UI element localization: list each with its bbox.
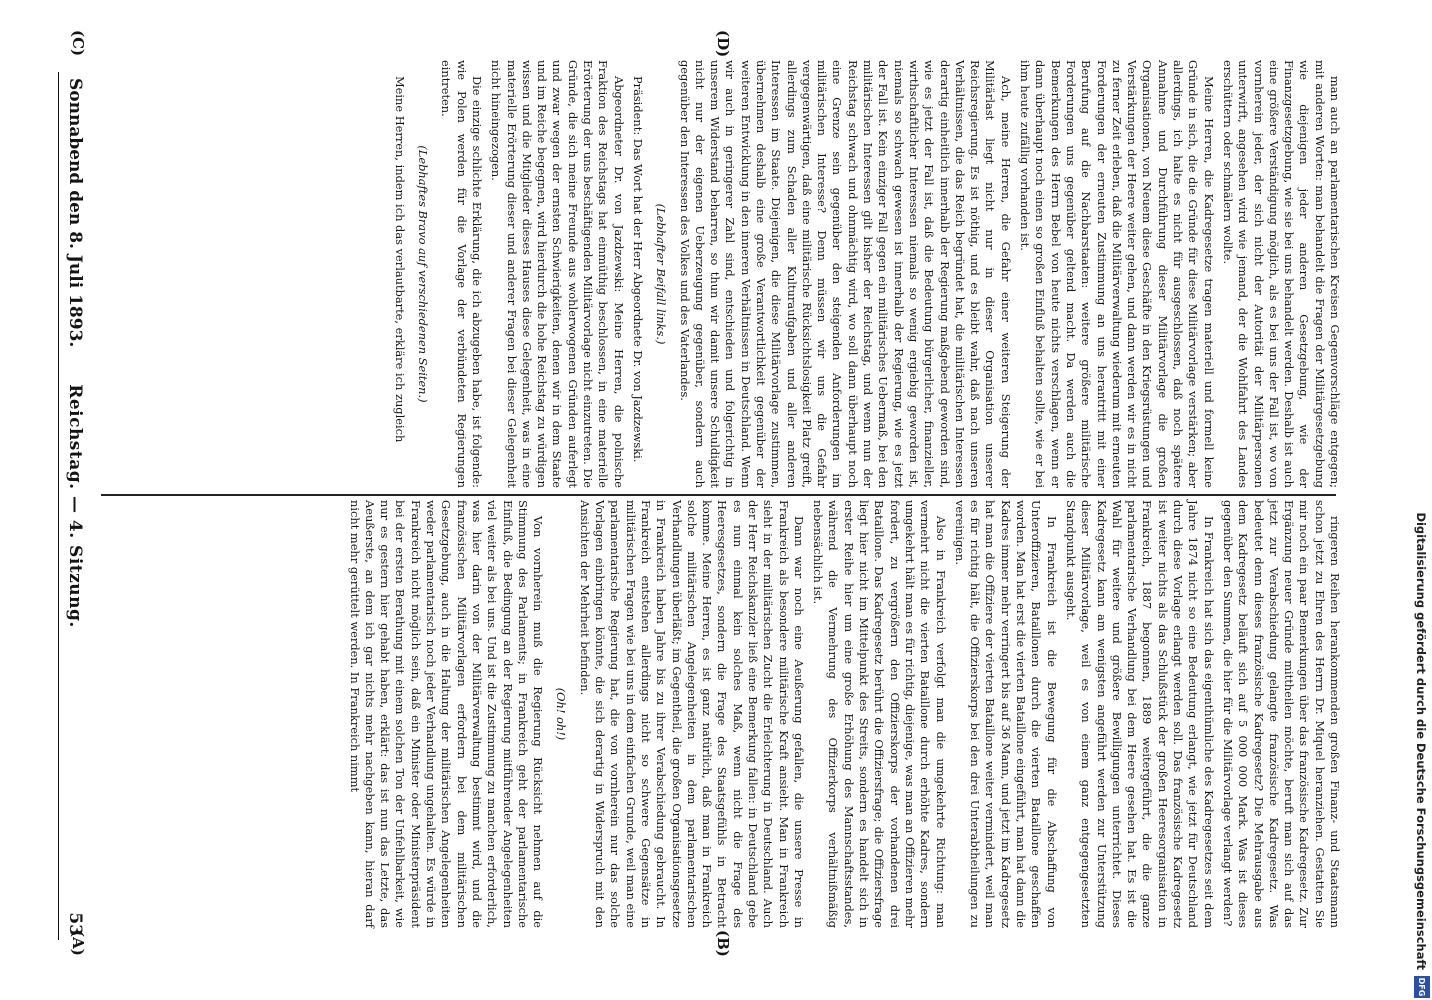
paragraph: (Oh! oh!) <box>554 687 569 741</box>
header-title: Reichstag. — 4. Sitzung. <box>65 384 85 628</box>
right-column <box>97 60 1342 488</box>
paragraph: Präsident: Das Wort hat der Herr Abgeordnete Dr. von Jazdzewski. <box>630 76 645 463</box>
left-column <box>97 500 1342 928</box>
column-divider <box>101 494 1336 496</box>
paragraph: man auch an parlamentarischen Kreisen Gegenvorschläge entgegen; mit anderen Worten: man behandelt die Fragen der Militärgesetzgebung wie diejenigen jeder anderen Gesetzgebung, wie der Finanzgesetzgebung, wie sie bei uns behandelt werden. Deshalb ist auch eine größere Verständigung möglich, als es bei uns der Fall ist, wo von vornherein jeder, der sich nicht der Autorität der Militärpersonen unterwirft, angesehen wird wie jemand, der die Wohlfahrt des Landes erschüttern oder schmälern wollte. <box>1220 60 1342 488</box>
page-footer <box>1402 40 1432 1000</box>
margin-letter-d: (D) <box>714 30 732 58</box>
paragraph: Die einzige schlichte Erklärung, die ich abzugeben habe, ist folgende: wie Polen werden für die Vorlage der verbündeten Regierungen eintreten. <box>439 60 484 488</box>
header-date: Sonnabend den 8. Juli 1893. <box>65 78 85 348</box>
page-number: 53 <box>65 912 85 936</box>
paragraph: In Frankreich hat sich das eigenthümliche des Kadregesetzes seit dem Jahre 1874 nicht so eine Bedeutung erlangt, wie jetzt für Deutschland durch diese Vorlage erlangt werden soll. Das französische Kadregesetz ist weiter nichts als das Schlußstück der großen Heeresorganisation in Frankreich, 1887 begonnen, 1889 weitergeführt, die die ganze parlamentarische Verhandlung bei dem Heere gesehen hat. Es ist die Wahl für weitere und größere Bewilligungen unterrichtet. Dieses Kadregesetz kann am wenigsten angeführt werden zur Unterstützung dieser Militärvorlage, weil es von einem ganz entgegengesetzten Standpunkt ausgeht. <box>1063 500 1216 928</box>
paragraph: Also in Frankreich verfolgt man die umgekehrte Richtung: man vermehrt nicht die vierten Bataillone durch erhöhte Kadres, sondern umgekehrt hält man es für richtig, diejenige, was man an Offizieren mehr fordert, zu vergrößern den Offizierskorps der vorhandenen drei Bataillone. Das Kadregesetz berührt die Offiziersfrage; die Offiziersfrage liegt hier nicht im Mittelpunkt des Streits, sondern es handelt sich in erster Reihe hier um eine große Erhöhung des Mannschaftsstandes, während die Vermehrung des Offizierkorps verhältnißmäßig nebensächlich ist. <box>811 500 948 928</box>
paragraph: In Frankreich ist die Bewegung für die Abschaffung von Unteroffizieren, Bataillonen durch die vierten Bataillone geschaffen worden. Man hat erst die vierten Bataillone eingeführt, man hat dann die Kadres immer mehr verringert bis auf 36 Mann, und jetzt im Kadregesetz hat man die Offiziere der vierten Bataillone weiter vermindert, weil man es für richtig hält, die Offizierskorps bei den drei Unterabtheilungen zu vereinigen. <box>952 500 1059 928</box>
margin-letter-c: (C) <box>69 30 87 57</box>
paragraph: ringeren Reihen herankommenden großen Finanz- und Staatsmann schon jetzt zu Ehren des Herrn Dr. Miquel heranziehen. Gestatten Sie mir noch ein paar Bemerkungen über das französische Kadregesetz. Zur Ergänzung neuer Gründe mittheilen möchte, beruft man sich auf das jetzt zur Verabschiedung gelangte französische Kadregesetz. Was bedeutet denn dieses französische Kadregesetz? Die Mehrausgabe aus dem Kadregesetz beläuft sich auf 5 000 000 Mark. Was ist dieses gegenüber den Summen, die hier für die Militärvorlage verlangt werden? <box>1220 500 1342 928</box>
paragraph: (Lebhaftes Bravo auf verschiedenen Seiten.) <box>416 145 431 403</box>
page-header <box>58 72 87 940</box>
paragraph: (Lebhafter Beifall links.) <box>654 203 669 345</box>
paragraph: Dann war noch eine Aeußerung gefallen, die unsere Presse in Frankreich als besondere militärische Kraft ansieht. Man in Frankreich sieht in der militärischen Zucht die Erleichterung in Deutschland. Auch der Herr Reichskanzler ließ eine Bemerkung fallen: in Deutschland gebe es nun einmal kein solches Maß, wenn nicht die Frage des Heeresgesetzes, sondern die Frage des Staatsgefühls in Betracht komme. Meine Herren, es ist ganz natürlich, daß man in Frankreich solche militärischen Angelegenheiten in dem parlamentarischen Verhandlungen überläßt; im Gegentheil, die großen Organisationsgesetze in Frankreich haben Jahre bis zu ihrer Verabschiedung gebraucht. In Frankreich entstehen allerdings nicht so schwere Gegensätze in militärischen Fragen wie bei uns in dem einfachen Grunde, weil man eine parlamentarische Regierung hat, die von vornherein nur das solche Vorlagen einbringen könnte, die sich derartig in Widerspruch mit den Ansichten der Mehrheit befinden. <box>577 500 806 928</box>
paragraph: Ach, meine Herren, die Gefahr einer weiteren Steigerung der Militärlast liegt nicht nur in dieser Organisation unserer Reichsregierung. Es ist nöthig, und es bleibt wahr, daß nach unseren Verhältnissen, die das Reich begründet hat, die militärischen Interessen derartig einheitlich innerhalb der Regierung maßgebend geworden sind, wie es jetzt der Fall ist, daß die Bedeutung bürgerlicher, finanzieller, wirthschaftlicher Interessen niemals so wenig ergiebig geworden ist, niemals so schwach gewesen ist innerhalb der Regierung, wie es jetzt der Fall ist. Kein einziger Fall gegen ein militärisches Uebermaß, bei den militärischen Interessen gilt bisher der Reichstag, und wenn nun der Reichstag schwach und ohnmächtig wird, wo soll dann überhaupt noch eine Grenze sein gegenüber den steigenden Anforderungen im militärischen Interesse? Denn müssen wir uns die Gefahr vergegenwärtigen, daß eine militärische Rücksichtslosigkeit Platz greift, allerdings zum Schaden aller Kulturaufgaben und aller anderen Interessen im Staate. Diejenigen, die diese Militärvorlage zustimmen, übernehmen deshalb eine große Verantwortlichkeit gegenüber der weiteren Entwicklung in den inneren Verhältnissen in Deutschland. Wenn wir auch in geringerer Zahl sind, entschieden und folgerichtig in unserem Widerstand beharren, so thun wir damit unsere Schuldigkeit nicht nur der eigenen Ueberzeugung gegenüber, sondern auch gegenüber den Interessen des Volkes und des Vaterlandes. <box>677 60 1013 488</box>
dfg-logo: DFG <box>1414 976 1430 998</box>
paragraph: Abgeordneter Dr. von Jazdzewski: Meine Herren, die polnische Fraktion des Reichstags hat einmüthig beschlossen, in eine materielle Erörterung der uns beschäftigenden Militärvorlage nicht einzutreten. Die Gründe, die sich meine Freunde aus wohlerwogenen Gründen auferlegt und zwar wegen der ernsten Schwierigkeiten, denen wir in dem Staate und im Reiche begegnen, wird hierdurch die hohe Reichstag zu würdigen wissen und die Mitglieder dieses Hauses diese Gelegenheit, was in eine materielle Erörterung dieser und anderer Fragen bei dieser Gelegenheit nicht hineingezogen. <box>489 60 626 488</box>
paragraph: Meine Herren, die Kadregesetze tragen materiell und formell keine Gründe in sich, die die Gründe für diese Militärvorlage verstärken; aber allerdings, ich halte es nicht für ausgeschlossen, daß noch spätere Annahme und Durchführung dieser Militärvorlage die großen Organisationen, von Neuem diese Geschäfte in den Kriegsrüstungen und Verstärkungen der Heere weiter gehen, und dann werden wir es in nicht zu ferner Zeit erleben, daß die Militärverwaltung wiederum mit erneuten Forderungen der erneuten Zustimmung an uns herantritt mit einer Berufung auf die Nachbarstaaten: weitere größere militärische Forderungen uns gegenüber geltend macht. Da werden auch die Bemerkungen des Herrn Bebel von heute nichts verschlagen, wenn er dann überhaupt noch einen so großen Einfluß behalten sollte, wie er bei ihm heute zufällig vorhanden ist. <box>1018 60 1216 488</box>
margin-letter-b: (B) <box>714 930 732 957</box>
digitization-credit: Digitalisierung gefördert durch die Deutsche Forschungsgemeinschaft <box>1414 512 1428 970</box>
paragraph: Meine Herren, indem ich das verlautbarte, erkläre ich zugleich <box>392 76 407 443</box>
margin-letter-a: (A) <box>69 930 87 956</box>
paragraph: Von vornherein muß die Regierung Rücksicht nehmen auf die Stimmung des Parlaments; in Frankreich geht der parlamentarische Einfluß, die Bedingung an der Regierung mitführender Angelegenheiten viel weiter als bei uns. Und ist die Zustimmung zu manchen erforderlich, was hier darin von der Militärverwaltung bestimmt wird, und die französischen Militärvorlagen erfordern bei dem militärischen Gesetzgebung, auch in die Haltung der militärischen Angelegenheiten weder parlamentarisch noch jeder Verhandlung ungehalten. Es würde in Frankreich nicht möglich sein, daß ein Minister oder Ministerpräsident bei der ersten Berathung mit einem solchen Ton der Unfehlbarkeit, wie nur es gestern hier gehabt haben, erklärt: das ist nun das Letzte, das Aeußerste, an dem ich gar nichts mehr nachgeben kann, hieran darf nicht mehr gerüttelt werden. In Frankreich nimmt <box>347 500 546 928</box>
